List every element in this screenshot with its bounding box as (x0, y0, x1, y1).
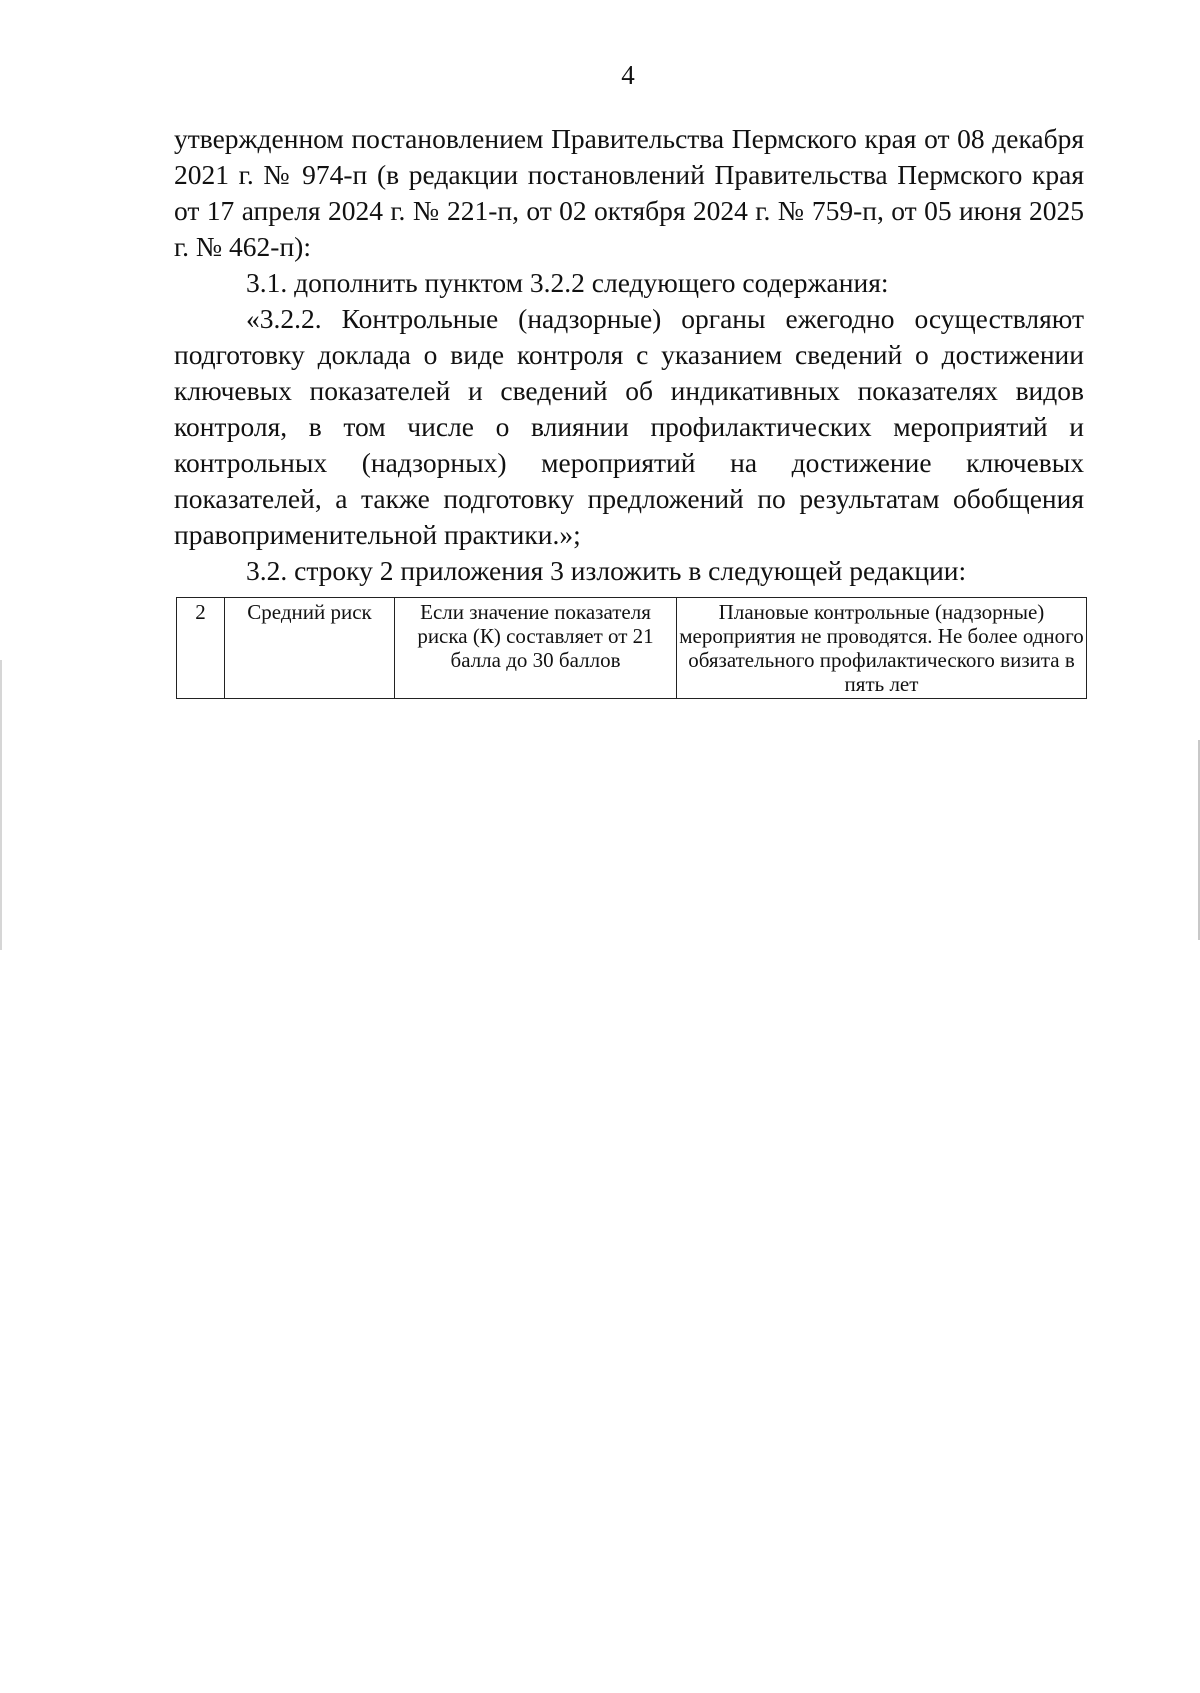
paragraph-item-3-2-2: «3.2.2. Контрольные (надзорные) органы ежегодно осуществляют подготовку доклада о виде контроля с указанием сведений о достижении ключевых показателей и сведений об индикативных показателях видов контроля, в том числе о влиянии профилактических мероприятий и контрольных (надзорных) мероприятий на достижение ключевых показателей, а также подготовку предложений по результатам обобщения правоприменительной практики.»; (174, 303, 1084, 550)
paragraph-item-3-2: 3.2. строку 2 приложения 3 изложить в следующей редакции: (246, 555, 967, 586)
document-body (174, 121, 1084, 589)
risk-table (176, 597, 1087, 699)
table-row (177, 598, 1087, 699)
cell-risk-category: Средний риск (225, 598, 395, 699)
cell-control-measures: Плановые контрольные (надзорные) мероприятия не проводятся. Не более одного обязательного профилактического визита в пять лет (677, 598, 1087, 699)
risk-table-container (176, 597, 1086, 699)
page-number: 4 (621, 60, 635, 90)
cell-risk-criterion: Если значение показателя риска (К) составляет от 21 балла до 30 баллов (395, 598, 677, 699)
scan-edge-left (0, 660, 2, 950)
paragraph-intro: утвержденном постановлением Правительства Пермского края от 08 декабря 2021 г. № 974-п (в редакции постановлений Правительства Пермского края от 17 апреля 2024 г. № 221-п, от 02 октября 2024 г. № 759-п, от 05 июня 2025 г. № 462-п): (174, 123, 1084, 262)
cell-row-number: 2 (177, 598, 225, 699)
paragraph-item-3-1: 3.1. дополнить пунктом 3.2.2 следующего содержания: (246, 267, 889, 298)
